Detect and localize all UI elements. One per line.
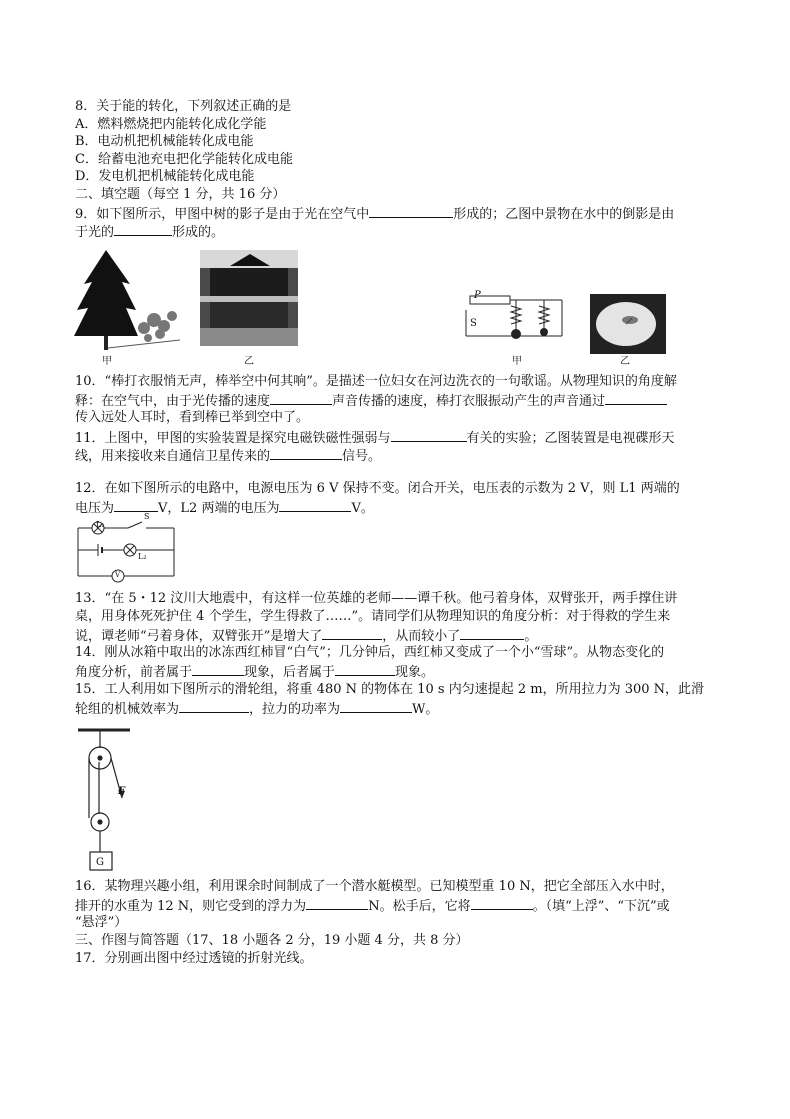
- answer-blank: [279, 498, 351, 512]
- answer-blank: [114, 498, 158, 512]
- q8-option-a: A．燃料燃烧把内能转化成化学能: [75, 117, 267, 132]
- q8-stem: 8．关于能的转化，下列叙述正确的是: [75, 99, 292, 114]
- q8-option-b: B．电动机把机械能转化成电能: [75, 134, 254, 149]
- answer-blank: [605, 391, 667, 405]
- answer-blank: [391, 428, 467, 442]
- satellite-dish-photo: [590, 294, 666, 354]
- q11-line2: 线，用来接收来自通信卫星传来的 信号。: [75, 446, 381, 465]
- answer-blank: [335, 662, 395, 676]
- q14-line2: 角度分析，前者属于 现象，后者属于 现象。: [75, 662, 434, 681]
- label-l1: L₁: [96, 520, 105, 529]
- q10-line2: 释：在空气中，由于光传播的速度 声音传播的速度，棒打衣服振动产生的声音通过: [75, 391, 667, 410]
- q10-line3: 传入远处人耳时，看到棒已举到空中了。: [75, 410, 310, 425]
- q17-stem: 17．分别画出图中经过透镜的折射光线。: [75, 951, 313, 966]
- answer-blank: [306, 896, 368, 910]
- section-3-heading: 三、作图与简答题（17、18 小题各 2 分，19 小题 4 分，共 8 分）: [75, 933, 469, 948]
- q10-line1: 10．“棒打衣服悄无声，棒举空中何其响”。是描述一位妇女在河边洗衣的一句歌谣。从物理知识的角度解: [75, 374, 677, 389]
- q8-option-c: C．给蓄电池充电把化学能转化成电能: [75, 152, 293, 167]
- q15-line2: 轮组的机械效率为 ，拉力的功率为 W。: [75, 699, 438, 718]
- caption-yi-right: 乙: [620, 356, 630, 367]
- q8-option-d: D．发电机把机械能转化成电能: [75, 169, 255, 184]
- label-f: F: [118, 786, 126, 797]
- answer-blank: [369, 204, 453, 218]
- q16-line1: 16．某物理兴趣小组，利用课余时间制成了一个潜水艇模型。已知模型重 10 N，把它全部压入水中时，: [75, 879, 674, 894]
- label-g: G: [96, 857, 104, 868]
- q13-line1: 13．“在 5・12 汶川大地震中，有这样一位英雄的老师——谭千秋。他弓着身体，双臂张开，两手撑住讲: [75, 591, 678, 606]
- q12-line1: 12．在如下图所示的电路中，电源电压为 6 V 保持不变。闭合开关，电压表的示数为 2 V，则 L1 两端的: [75, 481, 680, 496]
- answer-blank: [471, 896, 533, 910]
- q13-line2: 桌，用身体死死护住 4 个学生，学生得救了……”。请同学们从物理知识的角度分析：对于得救的学生来: [75, 609, 671, 624]
- q15-line1: 15．工人利用如下图所示的滑轮组，将重 480 N 的物体在 10 s 内匀速提起 2 m，所用拉力为 300 N，此滑: [75, 682, 705, 697]
- tree-shadow-figure: [72, 248, 182, 360]
- q14-line1: 14．刚从冰箱中取出的冰冻西红柿冒“白气”；几分钟后，西红柿又变成了一个小“雪球”。从物态变化的: [75, 645, 665, 660]
- label-s: S: [470, 318, 477, 329]
- caption-jia-right: 甲: [512, 356, 522, 367]
- answer-blank: [322, 626, 382, 640]
- q9-line2: 于光的 形成的。: [75, 222, 224, 241]
- answer-blank: [460, 626, 524, 640]
- answer-blank: [270, 391, 332, 405]
- answer-blank: [340, 699, 412, 713]
- water-reflection-photo: [200, 250, 298, 346]
- label-v: V: [115, 571, 121, 579]
- answer-blank: [192, 662, 244, 676]
- q9-line1: 9．如下图所示，甲图中树的影子是由于光在空气中 形成的；乙图中景物在水中的倒影是由: [75, 204, 674, 223]
- series-circuit-figure: [72, 518, 180, 584]
- q16-line2: 排开的水重为 12 N，则它受到的浮力为 N。松手后，它将 。（填“上浮”、“下沉”或: [75, 896, 670, 915]
- section-2-heading: 二、填空题（每空 1 分，共 16 分）: [75, 187, 286, 202]
- label-l2: L₂: [138, 552, 147, 561]
- answer-blank: [114, 222, 172, 236]
- label-s-circuit: S: [144, 512, 150, 521]
- caption-yi-left: 乙: [244, 356, 254, 367]
- q12-line2: 电压为 V，L2 两端的电压为 V。: [75, 498, 374, 517]
- q16-line3: “悬浮”）: [75, 915, 128, 930]
- answer-blank: [179, 699, 249, 713]
- label-p: P: [474, 290, 481, 301]
- q13-line3: 说，谭老师“弓着身体，双臂张开”是增大了 ，从而较小了 。: [75, 626, 537, 645]
- caption-jia-left: 甲: [102, 356, 112, 367]
- q11-line1: 11．上图中，甲图的实验装置是探究电磁铁磁性强弱与 有关的实验；乙图装置是电视碟形天: [75, 428, 675, 447]
- answer-blank: [270, 446, 342, 460]
- pulley-system-figure: [74, 724, 134, 874]
